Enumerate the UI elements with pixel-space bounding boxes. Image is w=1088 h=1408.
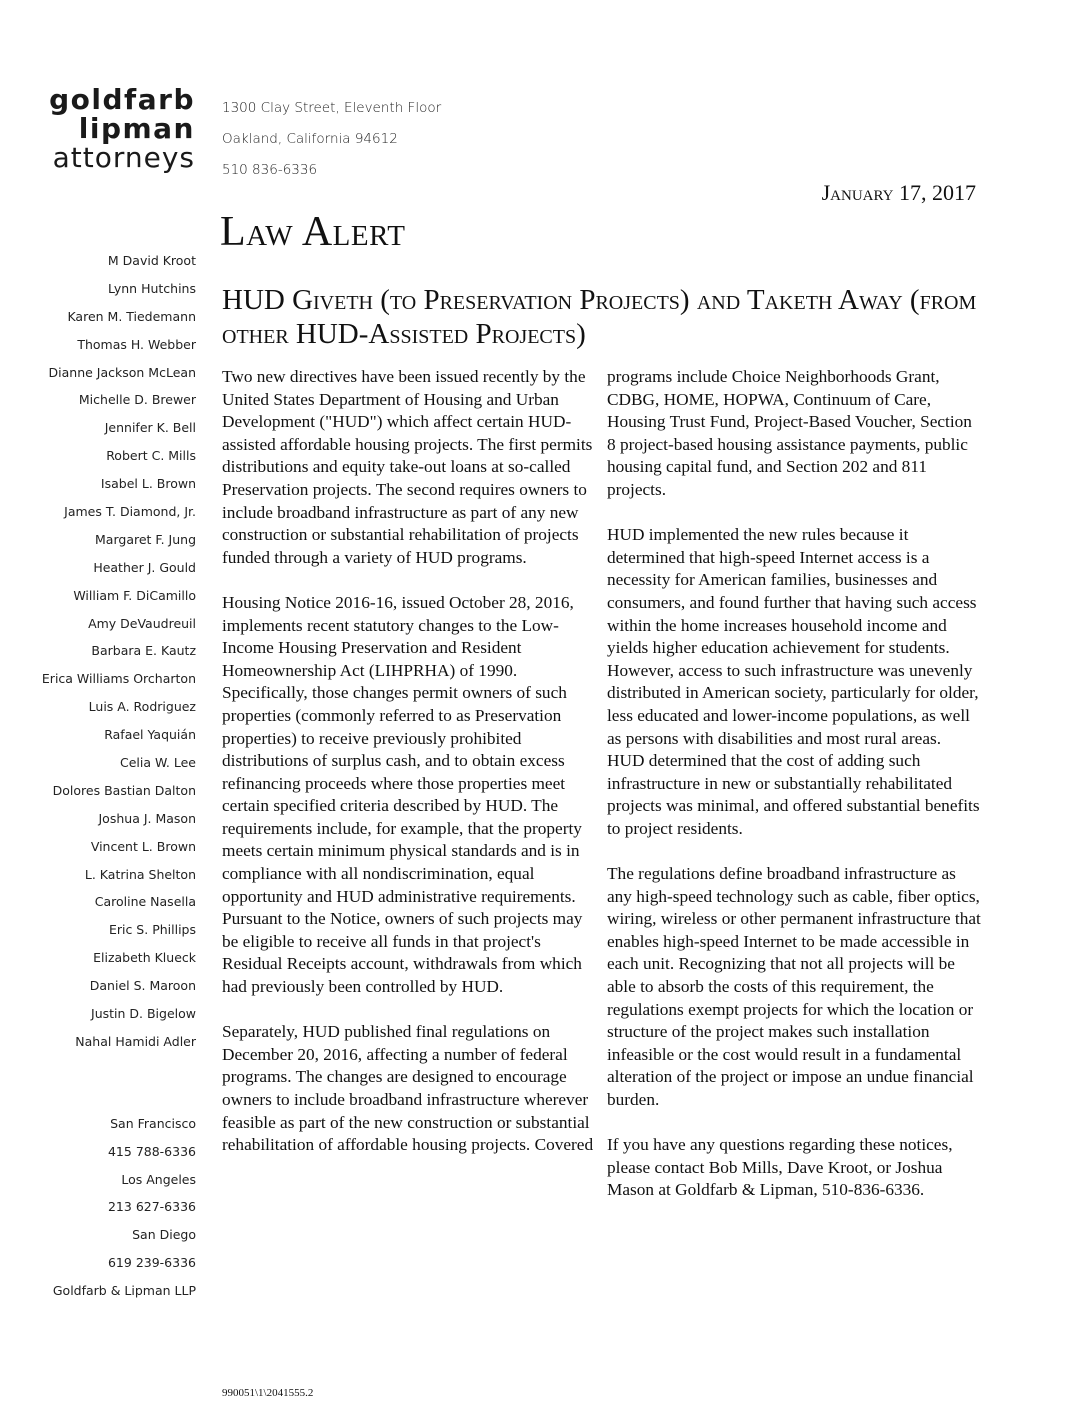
attorney-name: William F. DiCamillo xyxy=(73,587,196,603)
firm-llp-name: Goldfarb & Lipman LLP xyxy=(52,1282,196,1298)
body-paragraph: Two new directives have been issued recently by the United States Department of Housing and Urban Development ("HUD") which affect certain HUD-assisted affordable housing projects. The first permits distributions and equity take-out loans at so-called Preservation projects. The second requires owners to include broadband infrastructure as part of any new construction or substantial rehabilitation of projects funded through a variety of HUD programs. xyxy=(222,367,593,567)
attorney-name: Vincent L. Brown xyxy=(90,838,196,854)
attorney-name: Jennifer K. Bell xyxy=(104,420,196,436)
body-paragraph: programs include Choice Neighborhoods Grant, CDBG, HOME, HOPWA, Continuum of Care, Housing Trust Fund, Project-Based Voucher, Section 8 project-based housing assistance payments, public housing capital fund, and Section 202 and 811 projects. xyxy=(607,367,972,499)
body-column-right xyxy=(607,366,982,1225)
contact-paragraph: If you have any questions regarding these notices, please contact Bob Mills, Dave Kroot, or Joshua Mason at Goldfarb & Lipman, 510-836-6336. xyxy=(607,1135,953,1200)
attorney-name: Elizabeth Klueck xyxy=(93,950,196,966)
office-list xyxy=(0,1110,196,1305)
attorney-name: Margaret F. Jung xyxy=(95,531,196,547)
page-title: Law Alert xyxy=(220,209,406,255)
office-city: Los Angeles xyxy=(121,1171,196,1187)
attorney-name: Celia W. Lee xyxy=(120,755,196,771)
attorney-name: Luis A. Rodriguez xyxy=(88,699,196,715)
attorney-name: Nahal Hamidi Adler xyxy=(75,1033,196,1049)
attorney-name: L. Katrina Shelton xyxy=(84,866,196,882)
body-column-left xyxy=(222,366,597,1179)
office-city: San Diego xyxy=(132,1227,196,1243)
attorney-name: Heather J. Gould xyxy=(93,559,196,575)
body-paragraph: HUD implemented the new rules because it determined that high-speed Internet access is a necessity for American families, businesses and consumers, and found further that having such access within the home increases household income and yields higher education achievement for students. However, access to such infrastructure was unevenly distributed in American society, particularly for older, less educated and lower-income populations, as well as persons with disabilities and most rural areas. HUD determined that the cost of adding such infrastructure in new or substantially rehabilitated projects was minimal, and offered substantial benefits to project residents. xyxy=(607,525,980,838)
attorney-name: Karen M. Tiedemann xyxy=(67,308,196,324)
attorney-name: James T. Diamond, Jr. xyxy=(64,504,196,520)
attorney-name: Isabel L. Brown xyxy=(100,476,196,492)
attorney-name: Robert C. Mills xyxy=(106,448,196,464)
logo-attorneys: attorneys xyxy=(52,141,195,174)
attorney-name: Caroline Nasella xyxy=(94,894,196,910)
attorney-name: Dianne Jackson McLean xyxy=(48,364,196,380)
document-date: January 17, 2017 xyxy=(821,180,976,205)
article-headline: HUD Giveth (to Preservation Projects) and Taketh Away (from other HUD-Assisted Projects) xyxy=(222,284,977,350)
attorney-name: Dolores Bastian Dalton xyxy=(52,782,196,798)
attorney-name: Amy DeVaudreuil xyxy=(88,615,196,631)
firm-logo xyxy=(0,85,195,172)
attorney-list xyxy=(0,247,196,1056)
attorney-name: Michelle D. Brewer xyxy=(78,392,196,408)
office-city: San Francisco xyxy=(110,1116,196,1131)
office-phone: 213 627-6336 xyxy=(107,1199,196,1215)
logo-goldfarb: goldfarb xyxy=(49,83,195,116)
address-phone: 510 836-6336 xyxy=(222,162,318,178)
attorney-name: M David Kroot xyxy=(107,253,196,268)
logo-lipman: lipman xyxy=(78,112,195,145)
attorney-name: Thomas H. Webber xyxy=(77,336,196,352)
office-phone: 415 788-6336 xyxy=(107,1143,196,1159)
attorney-name: Joshua J. Mason xyxy=(98,810,196,826)
attorney-name: Barbara E. Kautz xyxy=(91,643,196,659)
attorney-name: Rafael Yaquián xyxy=(104,727,196,743)
body-paragraph: Housing Notice 2016-16, issued October 28, 2016, implements recent statutory changes to the Low-Income Housing Preservation and Resident Homeownership Act (LIHPRHA) of 1990. Specifically, those changes permit owners of such properties (commonly referred to as Preservation properties) to receive previously prohibited distributions of surplus cash, and to obtain excess refinancing proceeds where those properties meet certain specified criteria described by HUD. The requirements include, for example, that the property meets certain minimum physical standards and is in compliance with all nondiscrimination, equal opportunity and HUD administrative requirements. Pursuant to the Notice, owners of such projects may be eligible to receive all funds in that project's Residual Receipts account, withdrawals from which had previously been controlled by HUD. xyxy=(222,592,583,997)
address-street: 1300 Clay Street, Eleventh Floor xyxy=(222,100,442,116)
attorney-name: Eric S. Phillips xyxy=(108,922,196,938)
body-paragraph: Separately, HUD published final regulations on December 20, 2016, affecting a number of federal programs. The changes are designed to encourage owners to include broadband infrastructure wherever feasible as part of the new construction or substantial rehabilitation of affordable housing projects. Covered xyxy=(222,1022,594,1155)
attorney-name: Lynn Hutchins xyxy=(108,280,196,296)
office-phone: 619 239-6336 xyxy=(107,1254,196,1270)
attorney-name: Justin D. Bigelow xyxy=(91,1006,196,1022)
attorney-name: Erica Williams Orcharton xyxy=(41,671,196,687)
body-paragraph: The regulations define broadband infrastructure as any high-speed technology such as cable, fiber optics, wiring, wireless or other permanent infrastructure that enables high-speed Internet to be made accessible in each unit. Recognizing that not all projects will be able to absorb the costs of this requirement, the regulations exempt projects for which the location or structure of the project makes such installation infeasible or the cost would result in a fundamental alteration of the project or impose an undue financial burden. xyxy=(607,864,981,1109)
document-code: 990051\1\2041555.2 xyxy=(222,1387,314,1399)
attorney-name: Daniel S. Maroon xyxy=(89,978,196,994)
firm-address xyxy=(222,93,441,186)
address-city: Oakland, California 94612 xyxy=(222,131,398,147)
